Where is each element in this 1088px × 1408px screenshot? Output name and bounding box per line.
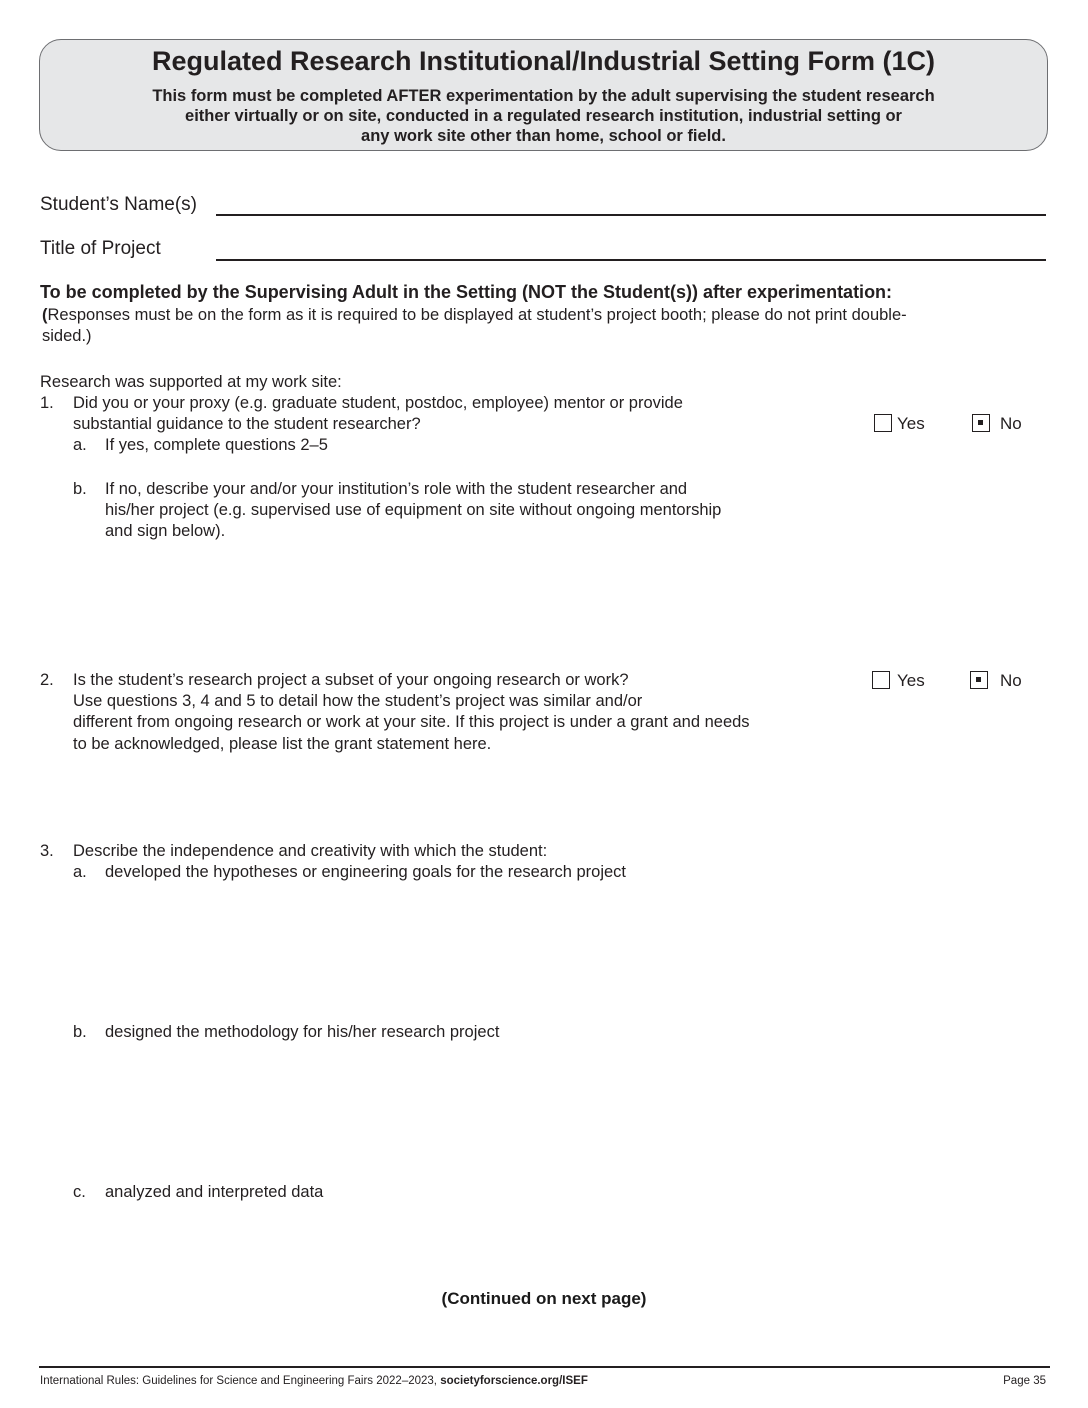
q3a-letter: a.	[73, 863, 87, 881]
q2-yes-checkbox[interactable]	[872, 671, 890, 689]
project-title-field[interactable]	[216, 259, 1046, 261]
instructions-note-line-2: sided.)	[42, 327, 92, 345]
q2-line-1: Is the student’s research project a subset of your ongoing research or work?	[73, 671, 629, 689]
q3b-text: designed the methodology for his/her research project	[105, 1023, 500, 1041]
q3b-letter: b.	[73, 1023, 87, 1041]
form-subtitle	[40, 86, 1047, 146]
form-title: Regulated Research Institutional/Industrial Setting Form (1C)	[151, 46, 936, 76]
q1-line-1: Did you or your proxy (e.g. graduate student, postdoc, employee) mentor or provide	[73, 394, 683, 412]
q1a-letter: a.	[73, 436, 87, 454]
q3b-response-area[interactable]	[105, 1050, 1045, 1170]
q2-line-2: Use questions 3, 4 and 5 to detail how the student’s project was similar and/or	[73, 692, 643, 710]
q1b-line-2: his/her project (e.g. supervised use of equipment on site without ongoing mentorship	[105, 501, 722, 519]
q3c-text: analyzed and interpreted data	[105, 1183, 324, 1201]
form-header	[39, 39, 1048, 151]
footer-divider	[39, 1366, 1050, 1368]
supervisor-instructions-heading: To be completed by the Supervising Adult in the Setting (NOT the Student(s)) after experimentation:	[40, 282, 893, 302]
students-name-field[interactable]	[216, 214, 1046, 216]
q3a-response-area[interactable]	[105, 890, 1045, 1010]
q3a-text: developed the hypotheses or engineering goals for the research project	[105, 863, 627, 881]
q1-no-checkbox[interactable]	[972, 414, 990, 432]
q1b-response-area[interactable]	[105, 548, 1045, 658]
q3c-response-area[interactable]	[105, 1210, 1045, 1280]
q1-number: 1.	[40, 394, 54, 412]
q2-line-3: different from ongoing research or work at your site. If this project is under a grant and needs	[73, 713, 750, 731]
q2-no-label: No	[1000, 671, 1022, 690]
footer-citation-text: International Rules: Guidelines for Science and Engineering Fairs 2022–2023,	[40, 1375, 441, 1387]
q1-no-label: No	[1000, 414, 1022, 433]
q3-text: Describe the independence and creativity with which the student:	[73, 842, 548, 860]
q1-yes-checkbox[interactable]	[874, 414, 892, 432]
note-text-1: Responses must be on the form as it is required to be displayed at student’s project booth; please do not print double-	[47, 306, 907, 324]
instructions-note-line-1	[42, 305, 907, 326]
note-open-paren: (	[42, 306, 48, 324]
subtitle-line-1: This form must be completed AFTER experimentation by the adult supervising the student research	[152, 87, 935, 105]
q1a-text: If yes, complete questions 2–5	[105, 436, 328, 454]
q3-number: 3.	[40, 842, 54, 860]
q1b-letter: b.	[73, 480, 87, 498]
project-title-label: Title of Project	[40, 238, 161, 259]
intro-text: Research was supported at my work site:	[40, 373, 342, 391]
subtitle-line-3: any work site other than home, school or field.	[361, 127, 726, 145]
q1b-line-3: and sign below).	[105, 522, 226, 540]
q1b-line-1: If no, describe your and/or your institution’s role with the student researcher and	[105, 480, 688, 498]
q2-response-area[interactable]	[73, 762, 1043, 832]
q1-line-2: substantial guidance to the student researcher?	[73, 415, 421, 433]
q1-yes-label: Yes	[897, 414, 925, 433]
page-number: Page 35	[1003, 1375, 1046, 1387]
subtitle-line-2: either virtually or on site, conducted in a regulated research institution, industrial setting or	[185, 107, 902, 125]
q2-no-checkbox[interactable]	[970, 671, 988, 689]
q2-yes-label: Yes	[897, 671, 925, 690]
footer-link[interactable]: societyforscience.org/ISEF	[440, 1375, 588, 1387]
q2-line-4: to be acknowledged, please list the grant statement here.	[73, 735, 492, 753]
q3c-letter: c.	[73, 1183, 86, 1201]
students-name-label: Student’s Name(s)	[40, 194, 197, 215]
q2-number: 2.	[40, 671, 54, 689]
footer-citation	[40, 1375, 588, 1387]
continued-note: (Continued on next page)	[441, 1289, 647, 1308]
